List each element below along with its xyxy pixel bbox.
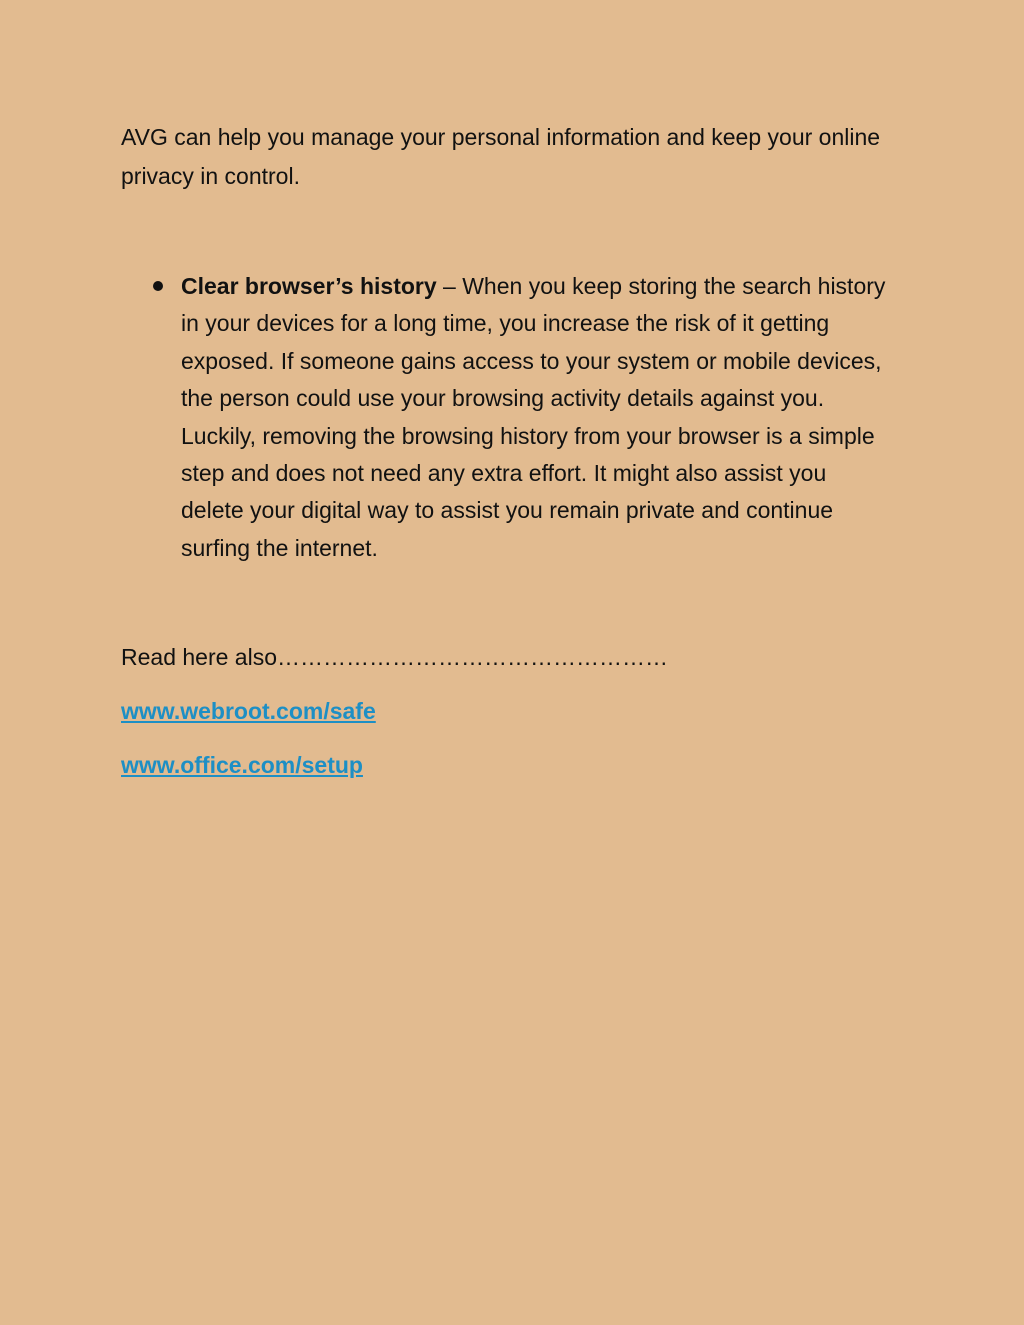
intro-paragraph: AVG can help you manage your personal information and keep your online privacy in control. [121, 124, 881, 189]
bullet-title: Clear browser’s history [181, 273, 437, 299]
bullet-list [181, 268, 893, 567]
read-more-label: Read here also…………………………………………… [121, 644, 668, 670]
webroot-link[interactable]: www.webroot.com/safe [121, 698, 376, 724]
bullet-body: – When you keep storing the search history in your devices for a long time, you increase the risk of it getting exposed. If someone gains access to your system or mobile devices, the person could use your browsing activity details against you. Luckily, removing the browsing history from your browser is a simple step and does not need any extra effort. It might also assist you delete your digital way to assist you remain private and continue surfing the internet. [181, 273, 886, 561]
bullet-dot-icon [153, 281, 163, 291]
bullet-item-clear-history [181, 268, 893, 567]
office-setup-link[interactable]: www.office.com/setup [121, 752, 363, 778]
